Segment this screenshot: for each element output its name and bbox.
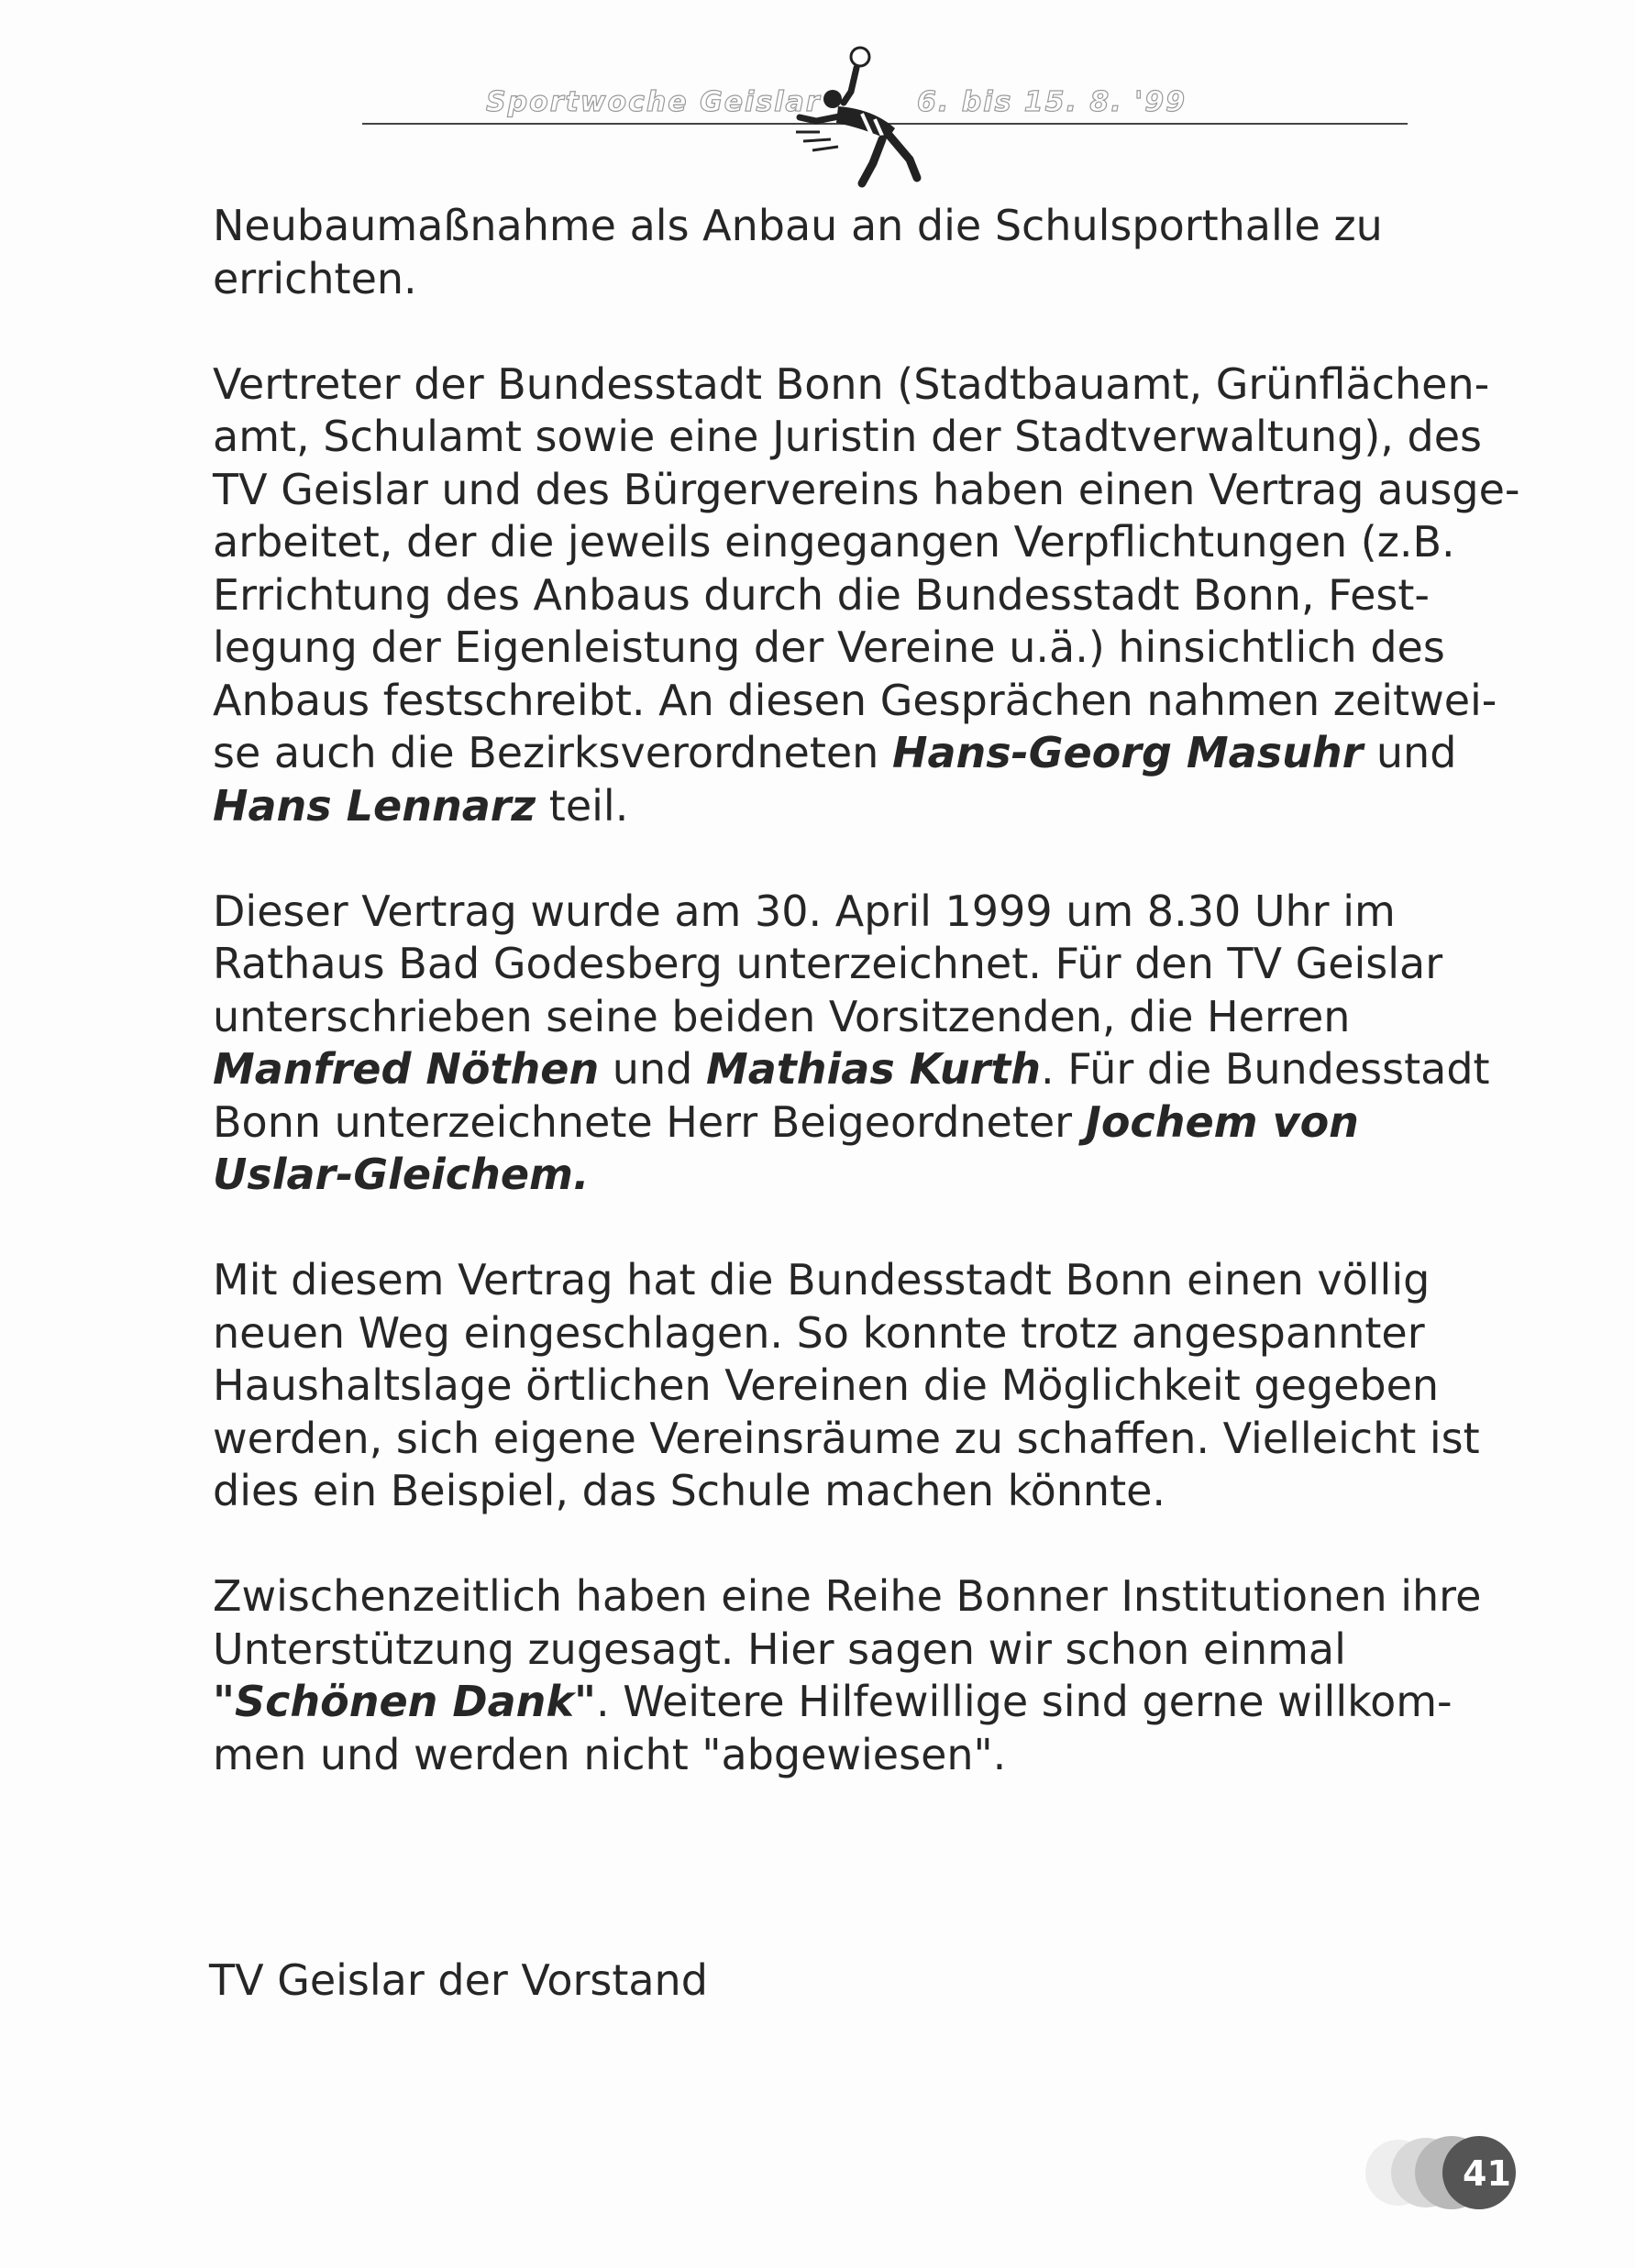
text-line xyxy=(213,1570,1524,1624)
text-line xyxy=(213,727,1524,780)
text-segment: Vertreter der Bundesstadt Bonn (Stadtbauamt, Grünflächen- xyxy=(213,358,1490,409)
text-segment: Zwischenzeitlich haben eine Reihe Bonner Institutionen ihre xyxy=(213,1571,1482,1621)
header-event-title: Sportwoche Geislar xyxy=(486,86,822,118)
text-line xyxy=(213,1624,1524,1677)
paragraph xyxy=(213,1570,1524,1781)
text-line xyxy=(213,1043,1524,1096)
paragraph xyxy=(213,200,1524,305)
text-segment: Mit diesem Vertrag hat die Bundesstadt Bonn einen völlig xyxy=(213,1255,1431,1305)
emphasized-name: Hans-Georg Masuhr xyxy=(891,728,1364,777)
text-segment: Unterstützung zugesagt. Hier sagen wir schon einmal xyxy=(213,1624,1346,1674)
text-line xyxy=(213,1360,1524,1413)
emphasized-name: Mathias Kurth xyxy=(705,1044,1042,1094)
text-line xyxy=(213,938,1524,991)
text-line xyxy=(213,1096,1524,1150)
text-line xyxy=(213,253,1524,306)
text-line xyxy=(213,1149,1524,1202)
text-segment: unterschrieben seine beiden Vorsitzenden, die Herren xyxy=(213,991,1351,1041)
text-segment: . Für die Bundesstadt xyxy=(1041,1044,1490,1094)
text-line xyxy=(213,991,1524,1044)
text-line xyxy=(213,780,1524,833)
text-line xyxy=(213,358,1524,412)
text-segment: Neubaumaßnahme als Anbau an die Schulsporthalle zu xyxy=(213,201,1383,250)
text-line xyxy=(213,1465,1524,1518)
text-segment: men und werden nicht "abgewiesen". xyxy=(213,1729,1007,1779)
text-segment: Anbaus festschreibt. An diesen Gesprächen nahmen zeitwei- xyxy=(213,675,1497,725)
text-line xyxy=(213,622,1524,675)
emphasized-name: Hans Lennarz xyxy=(213,780,536,831)
text-line xyxy=(213,1307,1524,1360)
paragraph xyxy=(213,886,1524,1202)
text-line xyxy=(213,886,1524,939)
text-line xyxy=(213,411,1524,464)
text-segment: . Weitere Hilfewillige sind gerne willkom- xyxy=(595,1677,1453,1726)
text-line xyxy=(213,675,1524,728)
text-segment: Rathaus Bad Godesberg unterzeichnet. Für den TV Geislar xyxy=(213,939,1443,988)
text-segment: errichten. xyxy=(213,253,417,303)
text-segment: Dieser Vertrag wurde am 30. April 1999 um 8.30 Uhr im xyxy=(213,886,1396,936)
text-line xyxy=(213,200,1524,253)
text-line xyxy=(213,1413,1524,1466)
page-header xyxy=(362,72,1408,172)
text-segment: Haushaltslage örtlichen Vereinen die Möglichkeit gegeben xyxy=(213,1360,1440,1410)
text-segment: teil. xyxy=(536,780,629,831)
text-segment: Errichtung des Anbaus durch die Bundesstadt Bonn, Fest- xyxy=(213,569,1431,620)
signature-line: TV Geislar der Vorstand xyxy=(209,1955,708,2005)
text-segment: und xyxy=(599,1044,706,1094)
header-event-dates: 6. bis 15. 8. '99 xyxy=(917,86,1188,118)
text-segment: dies ein Beispiel, das Schule machen könnte. xyxy=(213,1466,1166,1515)
text-line xyxy=(213,1729,1524,1782)
text-segment: amt, Schulamt sowie eine Juristin der Stadtverwaltung), des xyxy=(213,412,1482,461)
emphasized-name: Manfred Nöthen xyxy=(213,1044,600,1094)
text-segment: arbeitet, der die jeweils eingegangen Verpflichtungen (z.B. xyxy=(213,517,1455,567)
paragraph xyxy=(213,358,1524,833)
emphasized-name: Uslar-Gleichem. xyxy=(213,1150,590,1199)
page-number-badge xyxy=(1362,2131,1522,2214)
text-segment: legung der Eigenleistung der Vereine u.ä.) hinsichtlich des xyxy=(213,622,1445,672)
text-line xyxy=(213,464,1524,517)
handball-player-icon xyxy=(779,44,935,200)
emphasized-name: Jochem von xyxy=(1085,1096,1359,1147)
text-segment: neuen Weg eingeschlagen. So konnte trotz angespannter xyxy=(213,1307,1425,1358)
emphasized-name: "Schönen Dank" xyxy=(213,1677,596,1726)
text-line xyxy=(213,1676,1524,1729)
text-line xyxy=(213,1254,1524,1307)
text-segment: se auch die Bezirksverordneten xyxy=(213,728,892,777)
text-segment: Bonn unterzeichnete Herr Beigeordneter xyxy=(213,1096,1086,1147)
body-text xyxy=(213,200,1524,1834)
text-segment: werden, sich eigene Vereinsräume zu schaffen. Vielleicht ist xyxy=(213,1413,1480,1463)
paragraph xyxy=(213,1254,1524,1518)
text-line xyxy=(213,516,1524,569)
text-segment: TV Geislar und des Bürgervereins haben einen Vertrag ausge- xyxy=(213,464,1520,514)
text-segment: und xyxy=(1363,728,1457,777)
text-line xyxy=(213,569,1524,622)
page-number: 41 xyxy=(1463,2153,1511,2194)
